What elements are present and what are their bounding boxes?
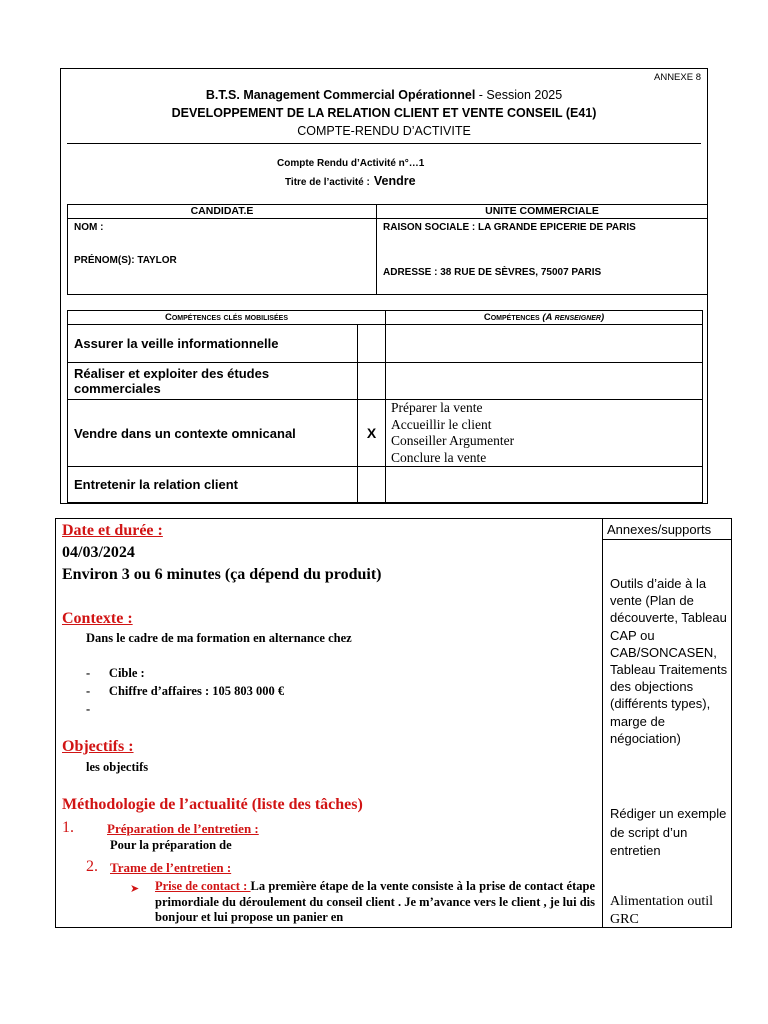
competence-detail-item: Préparer la vente (391, 400, 483, 415)
candidate-header: CANDIDAT.E (68, 205, 377, 219)
context-bullet: - Cible : (86, 666, 145, 680)
objectives-title: Objectifs : (62, 738, 134, 755)
candidate-table (67, 204, 708, 295)
contact-title: Prise de contact : (155, 879, 251, 893)
candidate-prenom: PRÉNOM(S): TAYLOR (74, 255, 177, 266)
column-divider (602, 519, 603, 927)
competence-mark: X (358, 400, 386, 467)
document-type: COMPTE-RENDU D’ACTIVITE (297, 124, 471, 138)
competence-label: Vendre dans un contexte omnicanal (68, 400, 358, 467)
annexe-label: ANNEXE 8 (654, 72, 701, 83)
competence-details (386, 325, 703, 363)
annex-script: Rédiger un exemple de script d’un entretien (610, 806, 727, 858)
unit-adresse: ADRESSE : 38 RUE DE SÈVRES, 75007 PARIS (383, 267, 602, 278)
competence-label: Réaliser et exploiter des études commerciales (68, 363, 358, 400)
program-name: B.T.S. Management Commercial Opérationnel (205, 88, 476, 102)
annexes-header: Annexes/supports (607, 522, 712, 537)
step-title: Trame de l’entretien : (110, 860, 232, 875)
competence-details (386, 400, 703, 467)
competence-mark (358, 467, 386, 503)
competences-table (67, 310, 703, 503)
annex-tools: Outils d’aide à la vente (Plan de découverte, Tableau CAP ou CAB/SONCASEN, Tableau Traitements des objections (différents types), marge de négociation) (610, 576, 728, 746)
unit-header: UNITE COMMERCIALE (377, 205, 708, 219)
date-title: Date et durée : (62, 522, 163, 539)
competence-detail-item: Conseiller Argumenter (391, 433, 515, 448)
context-bullet: - (86, 702, 109, 716)
candidate-cell (68, 219, 377, 295)
annex-header-divider (602, 539, 731, 540)
context-text: Dans le cadre de ma formation en alternance chez (86, 631, 352, 645)
competence-mark (358, 363, 386, 400)
competence-detail-item: Conclure la vente (391, 449, 487, 465)
header-divider (67, 143, 701, 144)
unit-raison-sociale: RAISON SOCIALE : LA GRANDE EPICERIE DE PARIS (383, 222, 636, 233)
program-title (61, 88, 707, 102)
activity-title-label: Titre de l’activité : (285, 177, 370, 188)
activity-duration: Environ 3 ou 6 minutes (ça dépend du produit) (62, 566, 382, 583)
competence-detail-item: Accueillir le client (391, 416, 492, 432)
step-number: 2. (86, 858, 98, 875)
report-number: Compte Rendu d’Activité n°…1 (277, 158, 425, 169)
methodology-title: Méthodologie de l’actualité (liste des tâches) (62, 796, 363, 813)
activity-date: 04/03/2024 (62, 544, 135, 561)
competences-key-header: Compétences clés mobilisées (68, 311, 386, 325)
competence-label: Assurer la veille informationnelle (68, 325, 358, 363)
step-title: Préparation de l’entretien : (107, 821, 259, 836)
competence-row (68, 467, 703, 503)
candidate-nom: NOM : (74, 222, 104, 233)
objectives-text: les objectifs (86, 760, 149, 774)
competence-details (386, 363, 703, 400)
context-bullet-text: Cible : (108, 666, 145, 680)
unit-cell (377, 219, 708, 295)
competences-fill-header-main: Compétences (483, 312, 543, 323)
competence-row (68, 400, 703, 467)
session-label: - Session 2025 (475, 88, 563, 102)
context-title: Contexte : (62, 610, 133, 627)
competence-label: Entretenir la relation client (68, 467, 358, 503)
arrow-bullet-icon: ➤ (130, 883, 140, 895)
activity-details-sheet (55, 518, 732, 928)
activity-title-value: Vendre (373, 174, 416, 188)
activity-report-header-sheet (60, 68, 708, 504)
activity-title (285, 174, 416, 188)
competence-row (68, 325, 703, 363)
exam-title: DEVELOPPEMENT DE LA RELATION CLIENT ET VENTE CONSEIL (E41) (171, 106, 597, 120)
competences-fill-header (386, 311, 703, 325)
contact-text: La première étape de la vente consiste à la prise de contact étape primordiale du déroulement du conseil client . Je m’avance vers le client , je lui dis bonjour et lui propose un panier en (155, 879, 595, 924)
step-number: 1. (62, 819, 74, 836)
context-bullet-text: Chiffre d’affaires : 105 803 000 € (108, 684, 285, 698)
step-text: Pour la préparation de (110, 838, 232, 852)
context-bullet: - Chiffre d’affaires : 105 803 000 € (86, 684, 285, 698)
competence-row (68, 363, 703, 400)
annex-grc: Alimentation outil GRC (610, 894, 714, 927)
competence-mark (358, 325, 386, 363)
contact-paragraph (155, 879, 595, 926)
competence-details (386, 467, 703, 503)
competences-fill-header-note: (A renseigner) (542, 312, 605, 323)
